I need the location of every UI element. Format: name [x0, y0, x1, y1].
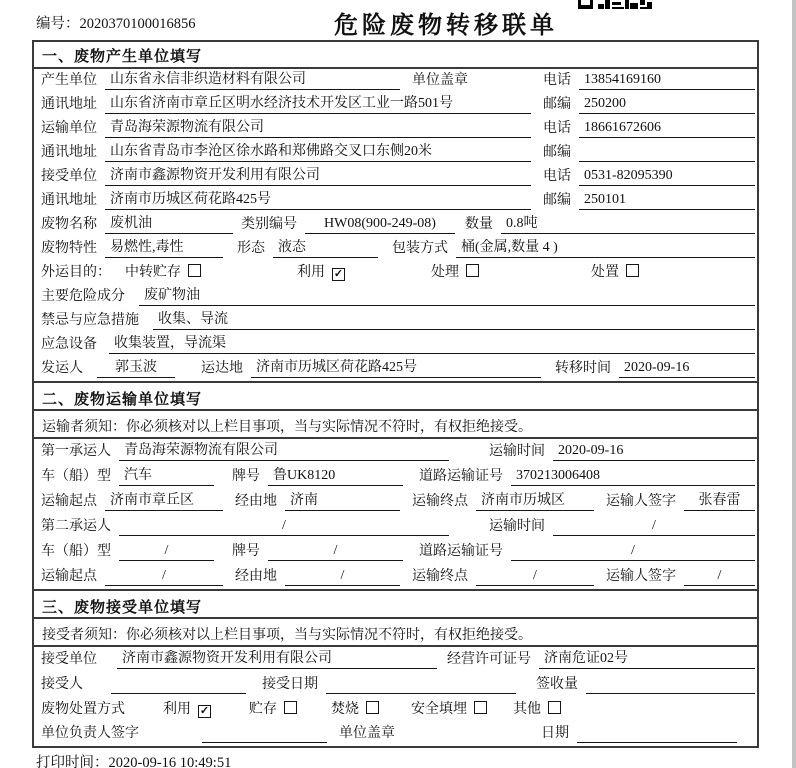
origin1-label: 运输起点	[41, 494, 97, 509]
transporter-phone-label: 电话	[543, 121, 571, 136]
waste-character-row	[34, 237, 757, 261]
page-title: 危险废物转移联单	[334, 13, 558, 39]
category-code-label: 类别编号	[241, 217, 297, 232]
via1-field: 济南	[285, 492, 400, 511]
disposal-reuse-checkbox: ✓	[199, 705, 210, 717]
transporter-sign1-field: 张春雷	[684, 492, 755, 511]
purpose-option-disposal: 处置	[591, 264, 639, 282]
emergency-equipment-field: 收集装置，导流渠	[109, 335, 755, 354]
via1-label: 经由地	[235, 494, 277, 509]
hazard-component-label: 主要危险成分	[41, 289, 125, 304]
emergency-equipment-label: 应急设备	[41, 337, 97, 352]
transporter-sign2-field: /	[684, 567, 755, 586]
section-1-heading: 一、废物产生单位填写	[34, 42, 757, 69]
manifest-table	[32, 40, 759, 748]
plate1-field: 鲁UK8120	[268, 467, 403, 486]
print-time	[36, 751, 231, 768]
waste-name-row	[34, 213, 757, 237]
consignor-field: 郭玉波	[97, 359, 175, 378]
print-time-label: 打印时间：	[36, 755, 109, 768]
responsible-sign-label: 单位负责人签字	[41, 726, 139, 741]
via2-field: /	[285, 567, 400, 586]
producer-phone-field: 13854169160	[579, 71, 755, 90]
acceptor-field	[111, 676, 246, 694]
purpose-treatment-checkbox	[466, 264, 479, 277]
producer-address-field: 山东省济南市章丘区明水经济技术开发区工业一路501号	[105, 95, 531, 114]
accepting-unit-field: 济南市鑫源物资开发利用有限公司	[117, 650, 437, 669]
transporter-notice: 运输者须知：你必须核对以上栏目事项，当与实际情况不符时，有权拒绝接受。	[34, 411, 757, 439]
quantity-label: 数量	[465, 217, 493, 232]
unit-seal-label: 单位盖章	[339, 726, 395, 741]
disposal-method-row	[34, 697, 757, 722]
purpose-reuse-checkbox: ✓	[333, 268, 344, 280]
origin2-label: 运输起点	[41, 569, 97, 584]
taboo-measures-label: 禁忌与应急措施	[41, 313, 139, 328]
disposal-option-other: 其他	[513, 701, 561, 719]
permit-number-label: 经营许可证号	[447, 652, 531, 667]
road-license1-field: 370213006408	[511, 467, 755, 486]
carrier2-field: /	[119, 517, 449, 536]
responsible-sign-row	[34, 722, 757, 746]
plate1-label: 牌号	[232, 469, 260, 484]
transport-time2-label: 运输时间	[489, 519, 545, 534]
road-license1-label: 道路运输证号	[419, 469, 503, 484]
receiver-address-row	[34, 189, 757, 213]
transport-time1-label: 运输时间	[489, 444, 545, 459]
producer-zip-field: 250200	[579, 95, 755, 114]
waste-character-field: 易燃性,毒性	[105, 239, 223, 258]
carrier2-label: 第二承运人	[41, 519, 111, 534]
received-quantity-label: 签收量	[536, 677, 578, 692]
destination-label: 运达地	[201, 361, 243, 376]
accepting-unit-row	[34, 647, 757, 672]
form-label: 形态	[237, 241, 265, 256]
origin1-field: 济南市章丘区	[105, 492, 223, 511]
producer-seal-label: 单位盖章	[412, 73, 468, 88]
purpose-transfer-storage-checkbox	[188, 264, 201, 277]
purpose-disposal-checkbox	[626, 264, 639, 277]
accepting-unit-label: 接受单位	[41, 652, 97, 667]
road-license2-label: 道路运输证号	[419, 544, 503, 559]
accept-seal-date-field	[577, 725, 737, 743]
receiver-phone-label: 电话	[543, 169, 571, 184]
hazard-component-field: 废矿物油	[139, 287, 755, 306]
emergency-equipment-row	[34, 333, 757, 357]
carrier1-field: 青岛海荣源物流有限公司	[119, 442, 449, 461]
hazard-component-row	[34, 285, 757, 309]
waste-character-label: 废物特性	[41, 241, 97, 256]
permit-number-field: 济南危证02号	[539, 650, 755, 669]
disposal-storage-checkbox	[284, 701, 297, 714]
acceptor-row	[34, 672, 757, 697]
form-field: 液态	[273, 239, 378, 258]
end1-field: 济南市历城区	[476, 492, 594, 511]
disposal-other-checkbox	[548, 701, 561, 714]
packing-field: 桶(金属,数量 4 )	[456, 239, 755, 258]
received-quantity-field	[586, 676, 755, 694]
receiver-address-label: 通讯地址	[41, 193, 97, 208]
vehicle2-row	[34, 539, 757, 564]
route1-row	[34, 489, 757, 514]
producer-label: 产生单位	[41, 73, 97, 88]
receiver-field: 济南市鑫源物资开发利用有限公司	[105, 167, 531, 186]
consignor-label: 发运人	[41, 361, 83, 376]
carrier1-label: 第一承运人	[41, 444, 111, 459]
transfer-time-field: 2020-09-16	[619, 359, 755, 378]
vehicle1-type-field: 汽车	[119, 467, 214, 486]
window-edge	[792, 0, 796, 768]
disposal-method-label: 废物处置方式	[41, 702, 125, 717]
consignor-row	[34, 357, 757, 381]
accept-date-field	[326, 676, 516, 694]
route2-row	[34, 564, 757, 589]
section-2-heading: 二、废物运输单位填写	[34, 381, 757, 411]
disposal-option-landfill: 安全填埋	[411, 701, 487, 719]
transport-time2-field: /	[553, 517, 755, 536]
transfer-time-label: 转移时间	[555, 361, 611, 376]
disposal-incineration-checkbox	[366, 701, 379, 714]
road-license2-field: /	[511, 542, 755, 561]
section-3-heading: 三、废物接受单位填写	[34, 589, 757, 619]
category-code-field: HW08(900-249-08)	[305, 215, 455, 234]
plate2-label: 牌号	[232, 544, 260, 559]
transporter-address-field: 山东省青岛市李沧区徐水路和郑佛路交叉口东侧20米	[105, 143, 531, 162]
transporter-field: 青岛海荣源物流有限公司	[105, 119, 531, 138]
taboo-measures-field: 收集、导流	[153, 311, 755, 330]
receiver-address-field: 济南市历城区荷花路425号	[105, 191, 531, 210]
transporter-label: 运输单位	[41, 121, 97, 136]
acceptor-notice: 接受者须知：你必须核对以上栏目事项，当与实际情况不符时，有权拒绝接受。	[34, 619, 757, 647]
vehicle1-type-label: 车（船）型	[41, 469, 111, 484]
packing-label: 包装方式	[392, 241, 448, 256]
producer-phone-label: 电话	[543, 73, 571, 88]
producer-field: 山东省永信非织造材料有限公司	[105, 71, 400, 90]
receiver-zip-field: 250101	[579, 191, 755, 210]
destination-field: 济南市历城区荷花路425号	[251, 359, 541, 378]
end2-label: 运输终点	[412, 569, 468, 584]
carrier2-row	[34, 514, 757, 539]
accept-date-label: 接受日期	[262, 677, 318, 692]
transporter-zip-label: 邮编	[543, 145, 571, 160]
origin2-field: /	[105, 567, 223, 586]
receiver-label: 接受单位	[41, 169, 97, 184]
quantity-field: 0.8吨	[501, 215, 755, 234]
taboo-measures-row	[34, 309, 757, 333]
transporter-row	[34, 117, 757, 141]
purpose-option-transfer-storage: 中转贮存	[125, 264, 201, 282]
via2-label: 经由地	[235, 569, 277, 584]
acceptor-label: 接受人	[41, 677, 83, 692]
transporter-address-row	[34, 141, 757, 165]
waste-name-field: 废机油	[105, 215, 233, 234]
purpose-row	[34, 261, 757, 285]
carrier1-row	[34, 439, 757, 464]
vehicle2-type-label: 车（船）型	[41, 544, 111, 559]
accept-seal-date-label: 日期	[541, 726, 569, 741]
transporter-phone-field: 18661672606	[579, 119, 755, 138]
serial-number-label: 编号：	[36, 16, 80, 32]
receiver-row	[34, 165, 757, 189]
disposal-option-storage: 贮存	[249, 701, 297, 719]
vehicle1-row	[34, 464, 757, 489]
transporter-sign1-label: 运输人签字	[606, 494, 676, 509]
qr-code-fragment-icon	[577, 0, 653, 9]
receiver-phone-field: 0531-82095390	[579, 167, 755, 186]
transporter-sign2-label: 运输人签字	[606, 569, 676, 584]
disposal-landfill-checkbox	[474, 701, 487, 714]
producer-row	[34, 69, 757, 93]
purpose-option-reuse: 利用 ✓	[297, 265, 344, 280]
disposal-option-reuse: 利用 ✓	[163, 702, 210, 717]
serial-number	[36, 12, 196, 33]
producer-address-row	[34, 93, 757, 117]
purpose-option-treatment: 处理	[431, 264, 479, 282]
vehicle2-type-field: /	[119, 542, 214, 561]
print-time-value: 2020-09-16 10:49:51	[108, 755, 232, 768]
producer-address-label: 通讯地址	[41, 97, 97, 112]
transporter-zip-field	[579, 144, 755, 162]
receiver-zip-label: 邮编	[543, 193, 571, 208]
disposal-option-incineration: 焚烧	[331, 701, 379, 719]
transport-time1-field: 2020-09-16	[553, 442, 755, 461]
serial-number-value: 2020370100016856	[79, 16, 196, 32]
responsible-sign-field	[202, 725, 327, 743]
waste-name-label: 废物名称	[41, 217, 97, 232]
purpose-label: 外运目的：	[41, 265, 111, 280]
transporter-address-label: 通讯地址	[41, 145, 97, 160]
end2-field: /	[476, 567, 594, 586]
producer-zip-label: 邮编	[543, 97, 571, 112]
end1-label: 运输终点	[412, 494, 468, 509]
plate2-field: /	[268, 542, 403, 561]
